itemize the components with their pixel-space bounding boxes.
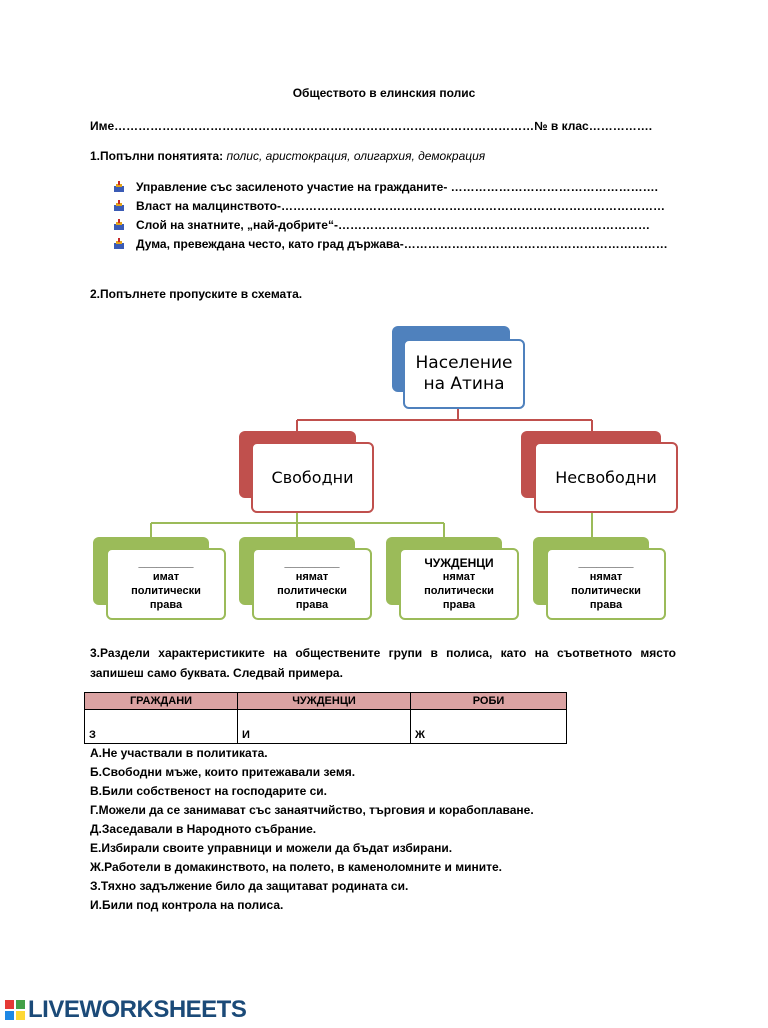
column-header: ГРАЖДАНИ — [85, 693, 238, 710]
leaf-blank: _________ — [138, 557, 194, 569]
list-item: А.Не участвали в политиката. — [90, 746, 268, 760]
leaf-text: нямат — [295, 571, 329, 583]
worksheet-title: Обществото в елинския полис — [292, 86, 476, 100]
leaf-text: права — [295, 599, 329, 611]
leaf-text: нямат — [442, 571, 476, 583]
leaf-text: политически — [131, 585, 201, 597]
free-node: Свободни — [251, 442, 374, 513]
brand-name: LIVEWORKSHEETS — [28, 996, 247, 1023]
bullet-text: Власт на малцинството-…………………………………………………………………………………… — [136, 199, 665, 213]
leaf-text: права — [442, 599, 476, 611]
unfree-node: Несвободни — [534, 442, 678, 513]
table-header-row — [85, 693, 567, 710]
root-label-line1: Население — [415, 353, 513, 373]
root-label-line2: на Атина — [423, 374, 505, 394]
table-row — [85, 710, 567, 744]
answer-cell[interactable]: И — [238, 710, 411, 744]
column-header: РОБИ — [411, 693, 567, 710]
task1-prefix: 1.Попълни понятията: — [90, 149, 227, 163]
leaf-blank: _________ — [578, 557, 634, 569]
leaf-blank: _________ — [284, 557, 340, 569]
leaf-text: нямат — [589, 571, 623, 583]
column-header: ЧУЖДЕНЦИ — [238, 693, 411, 710]
leaf-slaves — [546, 548, 666, 620]
leaf-heading: ЧУЖДЕНЦИ — [424, 556, 494, 570]
root-node — [403, 339, 525, 409]
answer-cell[interactable]: З — [85, 710, 238, 744]
list-item: Г.Можели да се занимават със занаятчийство, търговия и корабоплаване. — [90, 803, 534, 817]
leaf-citizens — [106, 548, 226, 620]
leaf-text: права — [589, 599, 623, 611]
bullet-text: Дума, превеждана често, като град държава-………………………………………………………… — [136, 237, 668, 251]
leaf-text: политически — [277, 585, 347, 597]
leaf-text: права — [149, 599, 183, 611]
task1-terms: полис, аристокрация, олигархия, демокрация — [226, 149, 486, 163]
brand-watermark — [4, 996, 246, 1024]
characteristics-list — [90, 744, 534, 915]
leaf-text: политически — [571, 585, 641, 597]
task3-heading: 3.Раздели характеристиките на обществените групи в полиса, като на съответното място запишеш само буквата. Следвай примера. — [90, 646, 676, 680]
task2-heading: 2.Попълнете пропуските в схемата. — [90, 287, 303, 301]
leaf-text: политически — [424, 585, 494, 597]
list-item: Ж.Работели в домакинството, на полето, в каменоломните и мините. — [90, 860, 503, 874]
leaf-second — [252, 548, 372, 620]
list-item: Е.Избирали своите управници и можели да бъдат избирани. — [90, 841, 453, 855]
leaf-foreigners — [399, 548, 519, 620]
list-item: З.Тяхно задължение било да защитават родината си. — [90, 879, 409, 893]
list-item: В.Били собственост на господарите си. — [90, 784, 327, 798]
leaf-text: имат — [152, 571, 180, 583]
answer-cell[interactable]: Ж — [411, 710, 567, 744]
name-line: Име……………………………………………………………………………………………№ в клас……………. — [90, 119, 653, 133]
liveworksheets-logo-icon — [4, 999, 26, 1021]
list-item: Б.Свободни мъже, които притежавали земя. — [90, 765, 356, 779]
groups-table — [84, 692, 567, 744]
bullet-text: Слой на знатните, „най-добрите“-…………………………………………………………………… — [136, 218, 650, 232]
list-item: Д.Заседавали в Народното събрание. — [90, 822, 317, 836]
list-item: И.Били под контрола на полиса. — [90, 898, 284, 912]
bullet-text: Управление със засиленото участие на гражданите- ……………………………………………. — [136, 180, 658, 194]
